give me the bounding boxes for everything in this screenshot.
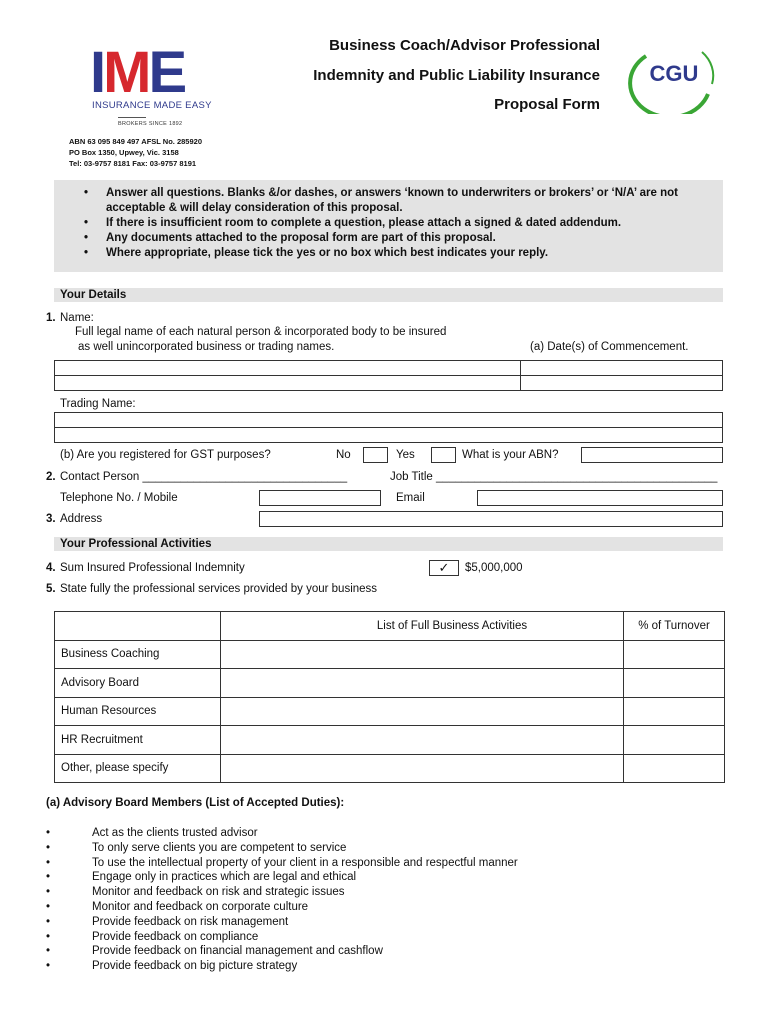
- telephone-label: Telephone No. / Mobile: [60, 492, 178, 504]
- abn-question: What is your ABN?: [462, 449, 559, 461]
- list-item: • Engage only in practices which are legal and ethical: [46, 870, 518, 885]
- gst-no-checkbox[interactable]: [363, 447, 388, 463]
- q5-number: 5.: [46, 583, 56, 595]
- name-field[interactable]: [55, 361, 521, 376]
- address-field[interactable]: [259, 511, 723, 527]
- instruction-item: • Where appropriate, please tick the yes or no box which best indicates your reply.: [84, 246, 723, 261]
- q1-description-1: Full legal name of each natural person & incorporated body to be insured: [75, 326, 447, 338]
- logo-tagline: INSURANCE MADE EASY: [92, 100, 212, 111]
- trading-name-field[interactable]: [55, 413, 723, 428]
- commencement-label: (a) Date(s) of Commencement.: [530, 341, 689, 353]
- professional-services-label: State fully the professional services provided by your business: [60, 583, 378, 595]
- sum-insured-label: Sum Insured Professional Indemnity: [60, 562, 245, 574]
- list-item: • Monitor and feedback on risk and strategic issues: [46, 885, 518, 900]
- section-professional-activities: Your Professional Activities: [54, 537, 723, 551]
- gst-no-label: No: [336, 449, 351, 461]
- activity-description-field[interactable]: [221, 754, 624, 783]
- sum-insured-amount: $5,000,000: [465, 562, 523, 574]
- form-title-line3: Proposal Form: [494, 96, 600, 113]
- q2-number: 2.: [46, 471, 56, 483]
- contact-person-label: Contact Person ________________________________: [60, 471, 348, 483]
- activities-header-blank: [55, 612, 221, 641]
- form-title-line2: Indemnity and Public Liability Insurance: [313, 67, 600, 84]
- activities-header: List of Full Business Activities: [221, 612, 624, 641]
- activity-description-field[interactable]: [221, 697, 624, 726]
- email-field[interactable]: [477, 490, 723, 506]
- address-label: Address: [60, 513, 103, 525]
- list-item: • Provide feedback on compliance: [46, 930, 518, 945]
- logo-divider: [118, 117, 146, 118]
- turnover-header: % of Turnover: [624, 612, 725, 641]
- list-item: • Provide feedback on risk management: [46, 915, 518, 930]
- gst-yes-checkbox[interactable]: [431, 447, 456, 463]
- list-item: • Provide feedback on financial management and cashflow: [46, 944, 518, 959]
- turnover-field[interactable]: [624, 669, 725, 698]
- trading-name-field[interactable]: [55, 428, 723, 443]
- activity-name: Advisory Board: [55, 669, 221, 698]
- table-row: [55, 640, 725, 669]
- gst-question: (b) Are you registered for GST purposes?: [60, 449, 271, 461]
- name-field[interactable]: [55, 376, 521, 391]
- trading-name-table: [54, 412, 723, 443]
- list-item: • Provide feedback on big picture strategy: [46, 959, 518, 974]
- turnover-field[interactable]: [624, 640, 725, 669]
- list-item: • Act as the clients trusted advisor: [46, 826, 518, 841]
- logo-letter-m: M: [103, 40, 149, 105]
- commencement-field[interactable]: [521, 376, 723, 391]
- commencement-field[interactable]: [521, 361, 723, 376]
- activity-description-field[interactable]: [221, 640, 624, 669]
- list-item: • To only serve clients you are competent to service: [46, 841, 518, 856]
- telephone-field[interactable]: [259, 490, 381, 506]
- po-box-line: PO Box 1350, Upwey, Vic. 3158: [69, 148, 179, 157]
- q4-number: 4.: [46, 562, 56, 574]
- table-row: [55, 697, 725, 726]
- tel-fax-line: Tel: 03-9757 8181 Fax: 03-9757 8191: [69, 159, 197, 168]
- activity-name: Business Coaching: [55, 640, 221, 669]
- ime-logo: [90, 40, 220, 105]
- activity-name: Other, please specify: [55, 754, 221, 783]
- logo-letter-e: E: [148, 40, 185, 105]
- list-item: • To use the intellectual property of your client in a responsible and respectful manner: [46, 856, 518, 871]
- activity-description-field[interactable]: [221, 669, 624, 698]
- instruction-item: • Any documents attached to the proposal form are part of this proposal.: [84, 231, 723, 246]
- activities-table: [54, 611, 725, 783]
- logo-brokers-since: BROKERS SINCE 1892: [118, 121, 183, 127]
- list-item: • Monitor and feedback on corporate culture: [46, 900, 518, 915]
- instructions-box: [54, 180, 723, 272]
- form-title-line1: Business Coach/Advisor Professional: [329, 37, 600, 54]
- sum-insured-checkbox[interactable]: ✓: [429, 560, 459, 576]
- activity-description-field[interactable]: [221, 726, 624, 755]
- turnover-field[interactable]: [624, 754, 725, 783]
- job-title-label: Job Title ____________________________________________: [390, 471, 718, 483]
- q3-number: 3.: [46, 513, 56, 525]
- duties-list: [46, 826, 518, 974]
- gst-yes-label: Yes: [396, 449, 415, 461]
- table-row: [55, 669, 725, 698]
- advisory-heading: (a) Advisory Board Members (List of Accepted Duties):: [46, 797, 345, 809]
- cgu-logo: [626, 44, 716, 114]
- abn-field[interactable]: [581, 447, 723, 463]
- q1-label: Name:: [60, 312, 94, 324]
- logo-letter-i: I: [90, 40, 104, 105]
- trading-name-label: Trading Name:: [60, 398, 136, 410]
- q1-number: 1.: [46, 312, 56, 324]
- email-label: Email: [396, 492, 425, 504]
- q1-description-2: as well unincorporated business or trading names.: [78, 341, 335, 353]
- table-row: [55, 754, 725, 783]
- instruction-item: • Answer all questions. Blanks &/or dashes, or answers ‘known to underwriters or brokers’ or ‘N/A’ are not acceptable & will delay consideration of this proposal.: [84, 186, 723, 216]
- activity-name: HR Recruitment: [55, 726, 221, 755]
- cgu-logo-text: CGU: [649, 61, 699, 86]
- instruction-item: • If there is insufficient room to complete a question, please attach a signed & dated addendum.: [84, 216, 723, 231]
- name-table: [54, 360, 723, 391]
- table-row: [55, 726, 725, 755]
- turnover-field[interactable]: [624, 697, 725, 726]
- abn-line: ABN 63 095 849 497 AFSL No. 285920: [69, 137, 202, 146]
- turnover-field[interactable]: [624, 726, 725, 755]
- activity-name: Human Resources: [55, 697, 221, 726]
- section-your-details: Your Details: [54, 288, 723, 302]
